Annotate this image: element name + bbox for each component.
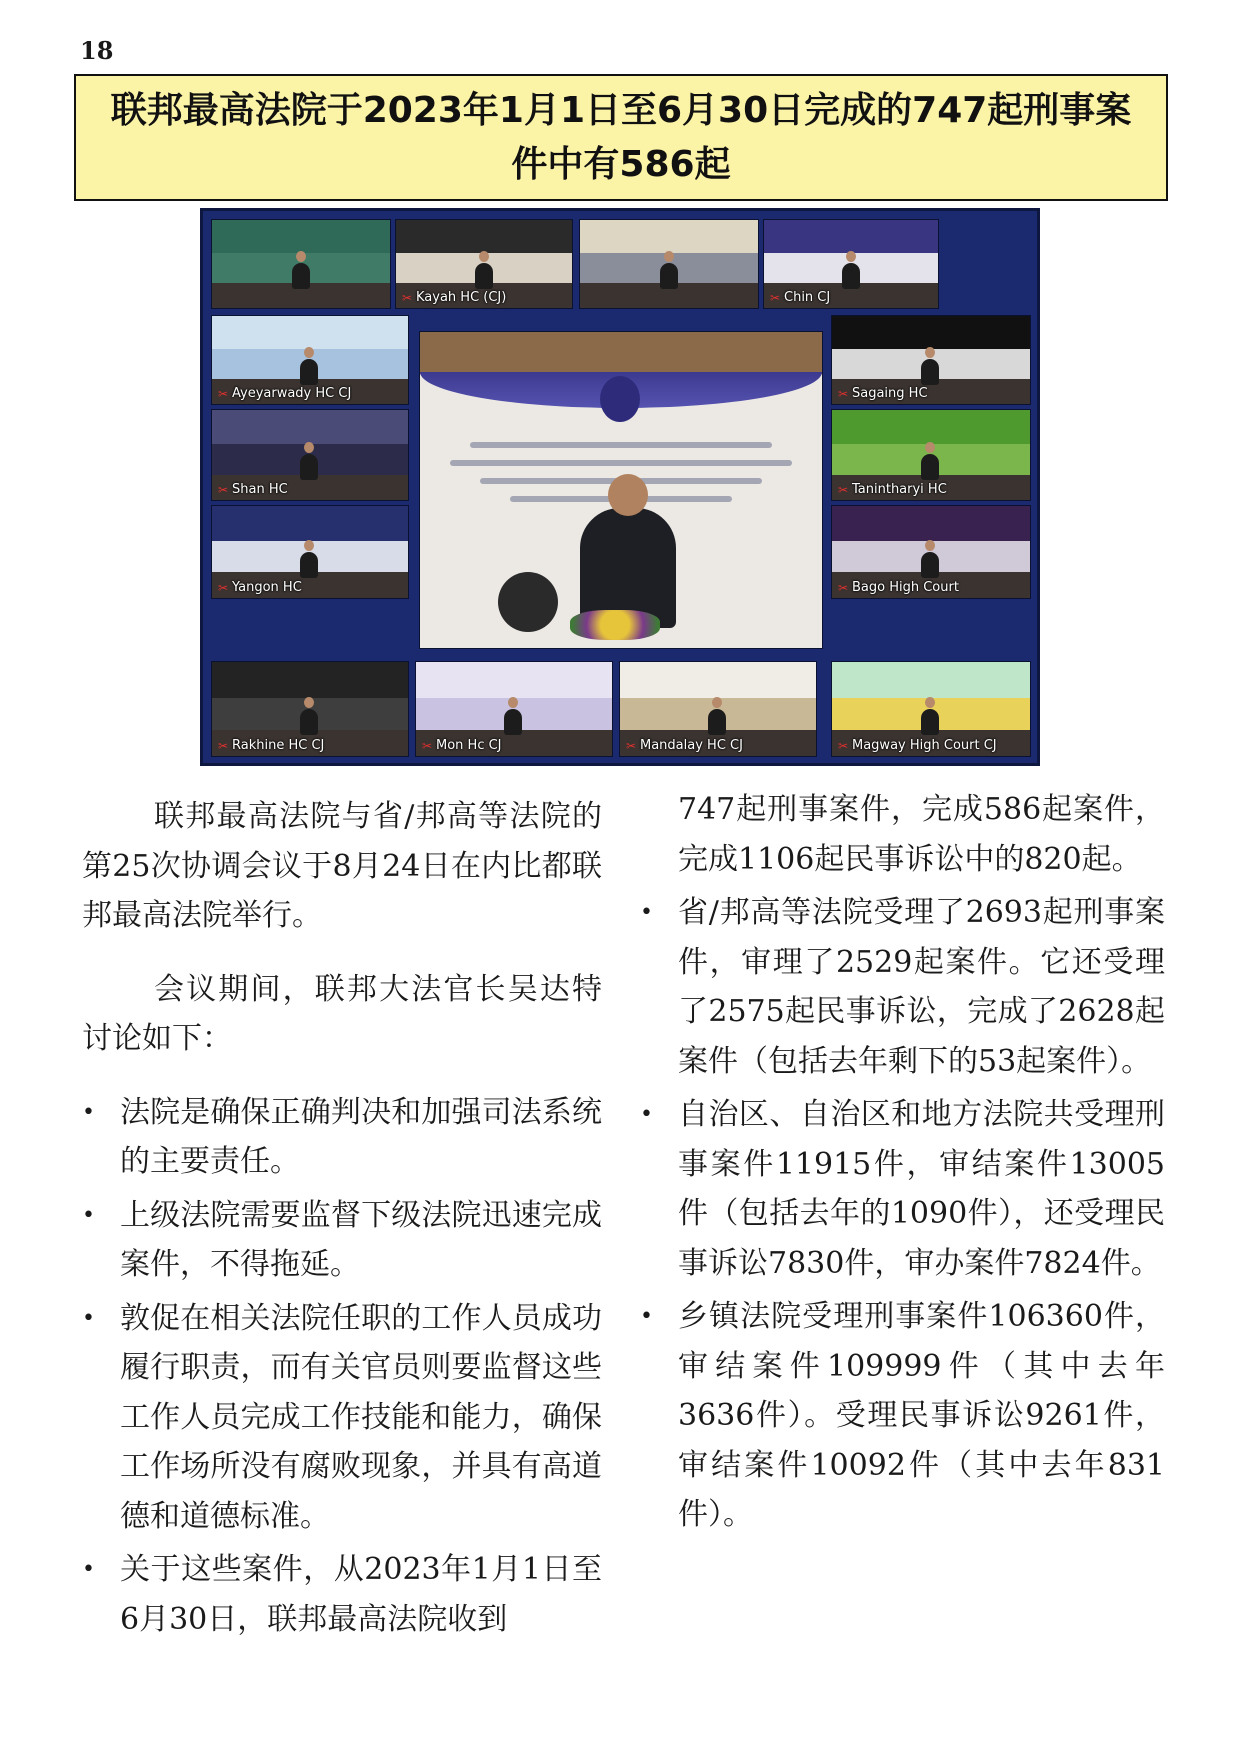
mute-icon: ✂ bbox=[218, 739, 229, 753]
bullet-icon: • bbox=[640, 1304, 653, 1329]
tile-4 bbox=[763, 219, 939, 309]
backdrop-banner bbox=[212, 220, 390, 253]
mute-icon: ✂ bbox=[626, 739, 637, 753]
mute-icon: ✂ bbox=[770, 291, 781, 305]
page-number: 18 bbox=[80, 36, 114, 65]
backdrop-banner bbox=[416, 662, 612, 698]
tile-8 bbox=[831, 409, 1031, 501]
participant-figure bbox=[921, 709, 939, 735]
participant-figure bbox=[708, 709, 726, 735]
mute-icon: ✂ bbox=[422, 739, 433, 753]
participant-figure bbox=[300, 552, 318, 578]
backdrop-banner bbox=[212, 662, 408, 698]
list-item: • 法院是确保正确判决和加强司法系统的主要责任。 bbox=[82, 1088, 602, 1187]
list-item: • 上级法院需要监督下级法院迅速完成案件，不得拖延。 bbox=[82, 1191, 602, 1290]
participant-figure bbox=[842, 263, 860, 289]
participant-figure bbox=[300, 359, 318, 385]
backdrop-banner bbox=[212, 316, 408, 349]
tile-11 bbox=[211, 661, 409, 757]
backdrop-banner bbox=[212, 410, 408, 444]
backdrop-banner bbox=[580, 220, 758, 253]
tile-14 bbox=[831, 661, 1031, 757]
backdrop-banner bbox=[764, 220, 938, 253]
tile-6 bbox=[831, 315, 1031, 405]
backdrop-banner bbox=[212, 506, 408, 541]
participant-figure bbox=[292, 263, 310, 289]
participant-caption: Ayeyarwady HC CJ bbox=[232, 386, 352, 401]
participant-figure bbox=[921, 552, 939, 578]
backdrop-banner bbox=[832, 316, 1030, 349]
backdrop-banner bbox=[620, 662, 816, 698]
participant-figure bbox=[300, 709, 318, 735]
participant-figure bbox=[921, 359, 939, 385]
backdrop-banner bbox=[396, 220, 572, 253]
participant-figure bbox=[300, 454, 318, 480]
tile-7 bbox=[211, 409, 409, 501]
participant-caption: Kayah HC (CJ) bbox=[416, 290, 507, 305]
backdrop-banner bbox=[832, 410, 1030, 444]
list-item: • 关于这些案件，从2023年1月1日至6月30日，联邦最高法院收到 bbox=[82, 1545, 602, 1644]
headline: 联邦最高法院于2023年1月1日至6月30日完成的747起刑事案件中有586起 bbox=[110, 89, 1132, 185]
mute-icon: ✂ bbox=[838, 483, 849, 497]
participant-caption: Tanintharyi HC bbox=[852, 482, 947, 497]
participant-caption: Shan HC bbox=[232, 482, 288, 497]
participant-figure bbox=[504, 709, 522, 735]
bullet-icon: • bbox=[82, 1099, 95, 1125]
tile-1 bbox=[211, 219, 391, 309]
tile-9 bbox=[211, 505, 409, 599]
participant-caption: Bago High Court bbox=[852, 580, 959, 595]
participant-figure bbox=[921, 454, 939, 480]
participant-figure bbox=[660, 263, 678, 289]
backdrop-banner bbox=[832, 662, 1030, 698]
continuation-text: 747起刑事案件，完成586起案件，完成1106起民事诉讼中的820起。 bbox=[678, 792, 1165, 877]
list-item: • 乡镇法院受理刑事案件106360件，审结案件109999件（其中去年3636件）。受理民事诉讼9261件，审结案件10092件（其中去年831件）。 bbox=[640, 1292, 1165, 1540]
participant-caption: Magway High Court CJ bbox=[852, 738, 997, 753]
mute-icon: ✂ bbox=[838, 739, 849, 753]
bullet-icon: • bbox=[640, 1102, 653, 1127]
list-item: • 敦促在相关法院任职的工作人员成功履行职责，而有关官员则要监督这些工作人员完成工作技能和能力，确保工作场所没有腐败现象，并具有高道德和道德标准。 bbox=[82, 1294, 602, 1542]
bullet-icon: • bbox=[82, 1557, 95, 1582]
mute-icon: ✂ bbox=[402, 291, 413, 305]
tile-2 bbox=[395, 219, 573, 309]
right-bullet-list bbox=[640, 888, 1165, 1540]
participant-figure bbox=[475, 263, 493, 289]
mute-icon: ✂ bbox=[838, 387, 849, 401]
tile-5 bbox=[211, 315, 409, 405]
participant-caption: Mandalay HC CJ bbox=[640, 738, 743, 753]
mute-icon: ✂ bbox=[218, 387, 229, 401]
bullet-icon: • bbox=[640, 900, 653, 925]
left-column bbox=[82, 792, 602, 1648]
intro-paragraph: 联邦最高法院与省/邦高等法院的第25次协调会议于8月24日在内比都联邦最高法院举行。 bbox=[82, 799, 602, 933]
left-bullet-list bbox=[82, 1088, 602, 1645]
tile-12 bbox=[415, 661, 613, 757]
participant-caption: Sagaing HC bbox=[852, 386, 928, 401]
tile-3 bbox=[579, 219, 759, 309]
flower-arrangement bbox=[570, 610, 660, 640]
bullet-icon: • bbox=[82, 1305, 95, 1331]
tile-10 bbox=[831, 505, 1031, 599]
camera-icon bbox=[498, 572, 558, 632]
mute-icon: ✂ bbox=[218, 581, 229, 595]
right-column bbox=[640, 785, 1165, 1544]
video-conference-photo bbox=[200, 208, 1040, 766]
backdrop-banner bbox=[832, 506, 1030, 541]
list-item: • 省/邦高等法院受理了2693起刑事案件，审理了2529起案件。它还受理了2575起民事诉讼，完成了2628起案件（包括去年剩下的53起案件）。 bbox=[640, 888, 1165, 1086]
discussion-paragraph: 会议期间，联邦大法官长吴达特讨论如下： bbox=[82, 971, 602, 1056]
bullet-icon: • bbox=[82, 1202, 95, 1228]
tile-13 bbox=[619, 661, 817, 757]
participant-caption: Chin CJ bbox=[784, 290, 831, 305]
participant-caption: Rakhine HC CJ bbox=[232, 738, 325, 753]
mute-icon: ✂ bbox=[218, 483, 229, 497]
main-speaker-frame bbox=[419, 331, 823, 649]
participant-caption: Yangon HC bbox=[232, 580, 302, 595]
headline-box bbox=[74, 74, 1168, 201]
participant-caption: Mon Hc CJ bbox=[436, 738, 502, 753]
list-item: • 自治区、自治区和地方法院共受理刑事案件11915件，审结案件13005件（包括去年的1090件），还受理民事诉讼7830件，审办案件7824件。 bbox=[640, 1090, 1165, 1288]
mute-icon: ✂ bbox=[838, 581, 849, 595]
